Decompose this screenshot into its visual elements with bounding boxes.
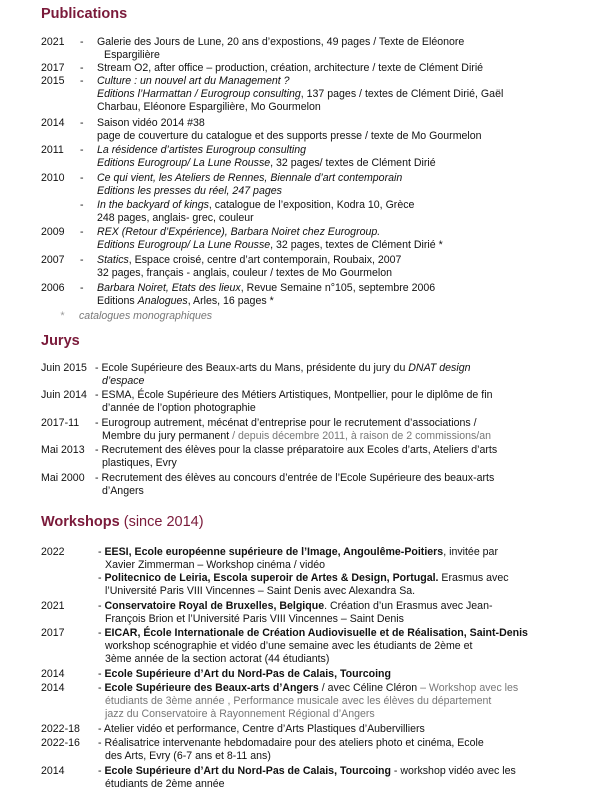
entry-dash: - (80, 226, 84, 238)
jury-text: - Eurogroup autrement, mécénat d’entreprise pour le recrutement d’associations / Membre du jury permanent / depuis décembre 2011, à raison de 2 commissions/an (95, 417, 492, 442)
publication-text: Statics, Espace croisé, centre d’art contemporain, Roubaix, 2007 32 pages, français - anglais, couleur / textes de Mo Gourmelon (97, 254, 402, 279)
publication-text: Barbara Noiret, Etats des lieux, Revue Semaine n°105, septembre 2006 Editions Analogues, Arles, 16 pages * (97, 282, 436, 307)
jury-text: - Recrutement des élèves au concours d’entrée de l’Ecole Supérieure des beaux-arts d’Angers (95, 472, 495, 497)
jury-date: Juin 2015 (41, 362, 87, 374)
workshop-text: - Réalisatrice intervenante hebdomadaire pour des ateliers photo et cinéma, Ecole des Arts, Evry (6-7 ans et 8-11 ans) (98, 737, 484, 762)
publications-heading: Publications (41, 6, 128, 22)
publication-year: 2007 (41, 254, 65, 266)
workshop-text: - Ecole Supérieure d’Art du Nord-Pas de Calais, Tourcoing - workshop vidéo avec les étudiants de 2ème année (98, 765, 516, 790)
entry-dash: - (80, 75, 84, 87)
entry-dash: - (80, 282, 84, 294)
workshop-year: 2014 (41, 682, 65, 694)
publication-year: 2021 (41, 36, 65, 48)
workshop-year: 2022-16 (41, 737, 80, 749)
workshop-text: - Ecole Supérieure des Beaux-arts d’Angers / avec Céline Cléron – Workshop avec les étudiants de 3ème année , Performance musicale avec les élèves du département jazz du Conservatoire à Rayonnement Régional d’Angers (98, 682, 519, 720)
workshop-text: - Conservatoire Royal de Bruxelles, Belgique. Création d’un Erasmus avec Jean- François Brion et l’Université Paris VIII Vincennes – Saint Denis (98, 600, 493, 625)
publication-year: 2009 (41, 226, 65, 238)
jury-date: Mai 2013 (41, 444, 85, 456)
asterisk-icon: * (60, 310, 65, 322)
workshop-text: - EESI, Ecole européenne supérieure de l’Image, Angoulême-Poitiers, invitée par Xavier Zimmerman – Workshop cinéma / vidéo (98, 546, 498, 571)
cv-page: Publications 2021 - Galerie des Jours de Lune, 20 ans d’expostions, 49 pages / Texte de Eléonore Espargilière 2017 - Stream O2, after office – production, création, architecture / texte de Clément Dirié 2015 - Culture : un nouvel art du Management ? Editions l’Harmattan / Eurogroup consulting, 137 pages / textes de Clément Dirié, Gaël Charbau, Eléonore Espargilière, Mo Gourmelon 2014 - Saison vidéo 2014 #38 page de couverture du catalogue et des supports presse / texte de Mo Gourmelon 2011 - La résidence d’artistes Eurogroup consulting Editions Eurogroup/ La Lune Rousse, 32 pages/ textes de Clément Dirié 2010 - Ce qui vient, les Ateliers de Rennes, Biennale d’art contemporain Editions les presses du réel, 247 pages - In the backyard of kings, catalogue de l’exposition, Kodra 10, Grèce 248 pages, anglais- grec, couleur 2009 - REX (Retour d’Expérience), Barbara Noiret chez Eurogroup. Editions Eurogroup/ La Lune Rousse, 32 pages, textes de Clément Dirié * 2007 - Statics, Espace croisé, centre d’art contemporain, Roubaix, 2007 32 pages, français - anglais, couleur / textes de Mo Gourmelon 2006 - Barbara Noiret, Etats des lieux, Revue Semaine n°105, septembre 2006 Editions Analogues, Arles, 16 pages * * catalogues monographiques Jurys Juin 2015 - Ecole Supérieure des Beaux-arts du Mans, présidente du jury du DNAT design d’espace Juin 2014 - ESMA, École Supérieure des Métiers Artistiques, Montpellier, pour le diplôme de fin d’année de l’option photographie 2017-11 - Eurogroup autrement, mécénat d’entreprise pour le recrutement d’associations / Membre du jury permanent / depuis décembre 2011, à raison de 2 commissions/an Mai 2013 - Recrutement des élèves pour la classe préparatoire aux Ecoles d’arts, Ateliers d’arts plastiques, Evry Mai 2000 - Recrutement des élèves au concours d’entrée de l’Ecole Supérieure des beaux-arts d’Angers Workshops (since 2014) 2022 - EESI, Ecole européenne supérieure de l’Image, Angoulême-Poitiers, invitée par Xavier Zimmerman – Workshop cinéma / vidéo - Politecnico de Leiria, Escola superoir de Artes & Design, Portugal. Erasmus avec l’Université Paris VIII Vincennes – Saint Denis avec Alexandra Sa. 2021 - Conservatoire Royal de Bruxelles, Belgique. Création d’un Erasmus avec Jean- François Brion et l’Université Paris VIII Vincennes – Saint Denis 2017 - EICAR, École Internationale de Création Audiovisuelle et de Réalisation, Saint-Denis workshop scénographie et vidéo d’une semaine avec les étudiants de 2ème et 3ème année de la section actorat (44 étudiants) 2014 - Ecole Supérieure d’Art du Nord-Pas de Calais, Tourcoing 2014 - Ecole Supérieure des Beaux-arts d’Angers / avec Céline Cléron – Workshop avec les étudiants de 3ème année , Performance musicale avec les élèves du département jazz du Conservatoire à Rayonnement Régional d’Angers 2022-18 - Atelier vidéo et performance, Centre d’Arts Plastiques d’Aubervilliers 2022-16 - Réalisatrice intervenante hebdomadaire pour des ateliers photo et cinéma, Ecole des Arts, Evry (6-7 ans et 8-11 ans) 2014 - Ecole Supérieure d’Art du Nord-Pas de Calais, Tourcoing - workshop vidéo avec les étudiants de 2ème année (0, 0, 602, 802)
workshop-text: - Atelier vidéo et performance, Centre d’Arts Plastiques d’Aubervilliers (98, 723, 425, 735)
entry-dash: - (80, 254, 84, 266)
entry-dash: - (80, 199, 84, 211)
entry-dash: - (80, 144, 84, 156)
jury-date: Mai 2000 (41, 472, 85, 484)
workshop-year: 2017 (41, 627, 65, 639)
publication-text: Culture : un nouvel art du Management ? Editions l’Harmattan / Eurogroup consulting, 137 pages / textes de Clément Dirié, Gaël Charbau, Eléonore Espargilière, Mo Gourmelon (97, 75, 504, 113)
publication-text: Stream O2, after office – production, création, architecture / texte de Clément Dirié (97, 62, 484, 74)
jury-date: Juin 2014 (41, 389, 87, 401)
workshop-text: - Ecole Supérieure d’Art du Nord-Pas de Calais, Tourcoing (98, 668, 391, 680)
publication-year: 2014 (41, 117, 65, 129)
jury-text: - Ecole Supérieure des Beaux-arts du Mans, présidente du jury du DNAT design d’espace (95, 362, 471, 387)
publication-text: La résidence d’artistes Eurogroup consulting Editions Eurogroup/ La Lune Rousse, 32 pages/ textes de Clément Dirié (97, 144, 436, 169)
jury-text: - ESMA, École Supérieure des Métiers Artistiques, Montpellier, pour le diplôme de fin d’année de l’option photographie (95, 389, 493, 414)
workshop-text: - Politecnico de Leiria, Escola superoir de Artes & Design, Portugal. Erasmus avec l’Université Paris VIII Vincennes – Saint Denis avec Alexandra Sa. (98, 572, 509, 597)
entry-dash: - (80, 117, 84, 129)
workshop-year: 2014 (41, 668, 65, 680)
publication-year: 2017 (41, 62, 65, 74)
workshop-year: 2022 (41, 546, 65, 558)
entry-dash: - (80, 36, 84, 48)
publication-text: In the backyard of kings, catalogue de l’exposition, Kodra 10, Grèce 248 pages, anglais- grec, couleur (97, 199, 415, 224)
workshop-year: 2014 (41, 765, 65, 777)
publication-text: Ce qui vient, les Ateliers de Rennes, Biennale d’art contemporain Editions les presses du réel, 247 pages (97, 172, 403, 197)
jury-date: 2017-11 (41, 417, 80, 429)
publication-text: REX (Retour d’Expérience), Barbara Noiret chez Eurogroup. Editions Eurogroup/ La Lune Rousse, 32 pages, textes de Clément Dirié * (97, 226, 443, 251)
workshop-year: 2021 (41, 600, 65, 612)
publication-text: Saison vidéo 2014 #38 page de couverture du catalogue et des supports presse / texte de Mo Gourmelon (97, 117, 482, 142)
workshop-year: 2022-18 (41, 723, 80, 735)
publication-year: 2010 (41, 172, 65, 184)
entry-dash: - (80, 62, 84, 74)
workshops-heading: Workshops (since 2014) (41, 514, 204, 530)
jurys-heading: Jurys (41, 333, 80, 349)
publication-text: Galerie des Jours de Lune, 20 ans d’expostions, 49 pages / Texte de Eléonore Espargilière (97, 36, 465, 61)
workshop-text: - EICAR, École Internationale de Création Audiovisuelle et de Réalisation, Saint-Denis workshop scénographie et vidéo d’une semaine avec les étudiants de 2ème et 3ème année de la section actorat (44 étudiants) (98, 627, 528, 665)
publication-year: 2011 (41, 144, 64, 156)
entry-dash: - (80, 172, 84, 184)
publication-year: 2015 (41, 75, 65, 87)
publication-year: 2006 (41, 282, 65, 294)
jury-text: - Recrutement des élèves pour la classe préparatoire aux Ecoles d’arts, Ateliers d’arts plastiques, Evry (95, 444, 498, 469)
